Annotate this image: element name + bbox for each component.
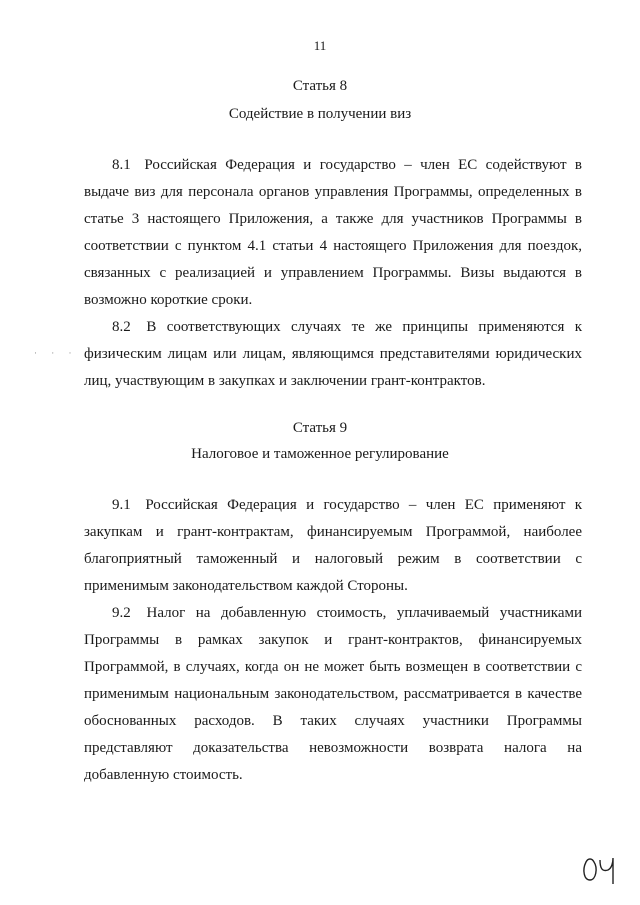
page-number: 11 (313, 38, 327, 53)
article-8-heading: Содействие в получении виз (228, 106, 412, 122)
paragraph-text: Налог на добавленную стоимость, уплачиваемый участниками Программы в рамках закупок и грант-контрактов, финансируемых Программой, в случаях, когда он не может быть возмещен в соответствии с применимым национальным законодательством, рассматривается в качестве обоснованных расходов. В таких случаях участники Программы представляют доказательства невозможности возврата налога на добавленную стоимость. (84, 605, 582, 783)
scan-mark: · · · (34, 348, 78, 358)
handwritten-initials (580, 848, 624, 888)
paragraph-9-1 (84, 492, 582, 600)
paragraph-number: 9.2 (112, 605, 131, 621)
article-9-title: Статья 9 (292, 420, 348, 436)
paragraph-number: 9.1 (112, 497, 131, 513)
paragraph-number: 8.2 (112, 319, 131, 335)
paragraph-9-2 (84, 600, 582, 789)
paragraph-text: В соответствующих случаях те же принципы применяются к физическим лицам или лицам, являющимся представителями юридических лиц, участвующим в закупках и заключении грант-контрактов. (84, 319, 583, 389)
paragraph-number: 8.1 (112, 157, 131, 173)
paragraph-text: Российская Федерация и государство – член ЕС применяют к закупкам и грант-контрактам, финансируемым Программой, наиболее благоприятный таможенный и налоговый режим в соответствии с применимым законодательством каждой Стороны. (84, 497, 582, 594)
article-8-title: Статья 8 (292, 78, 348, 94)
paragraph-8-2 (84, 314, 582, 395)
article-9-heading: Налоговое и таможенное регулирование (191, 446, 449, 462)
paragraph-text: Российская Федерация и государство – член ЕС содействуют в выдаче виз для персонала органов управления Программы, определенных в статье 3 настоящего Приложения, а также для участников Программы в соответствии с пунктом 4.1 статьи 4 настоящего Приложения для поездок, связанных с реализацией и управлением Программы. Визы выдаются в возможно короткие сроки. (84, 157, 583, 308)
paragraph-8-1 (84, 152, 582, 314)
